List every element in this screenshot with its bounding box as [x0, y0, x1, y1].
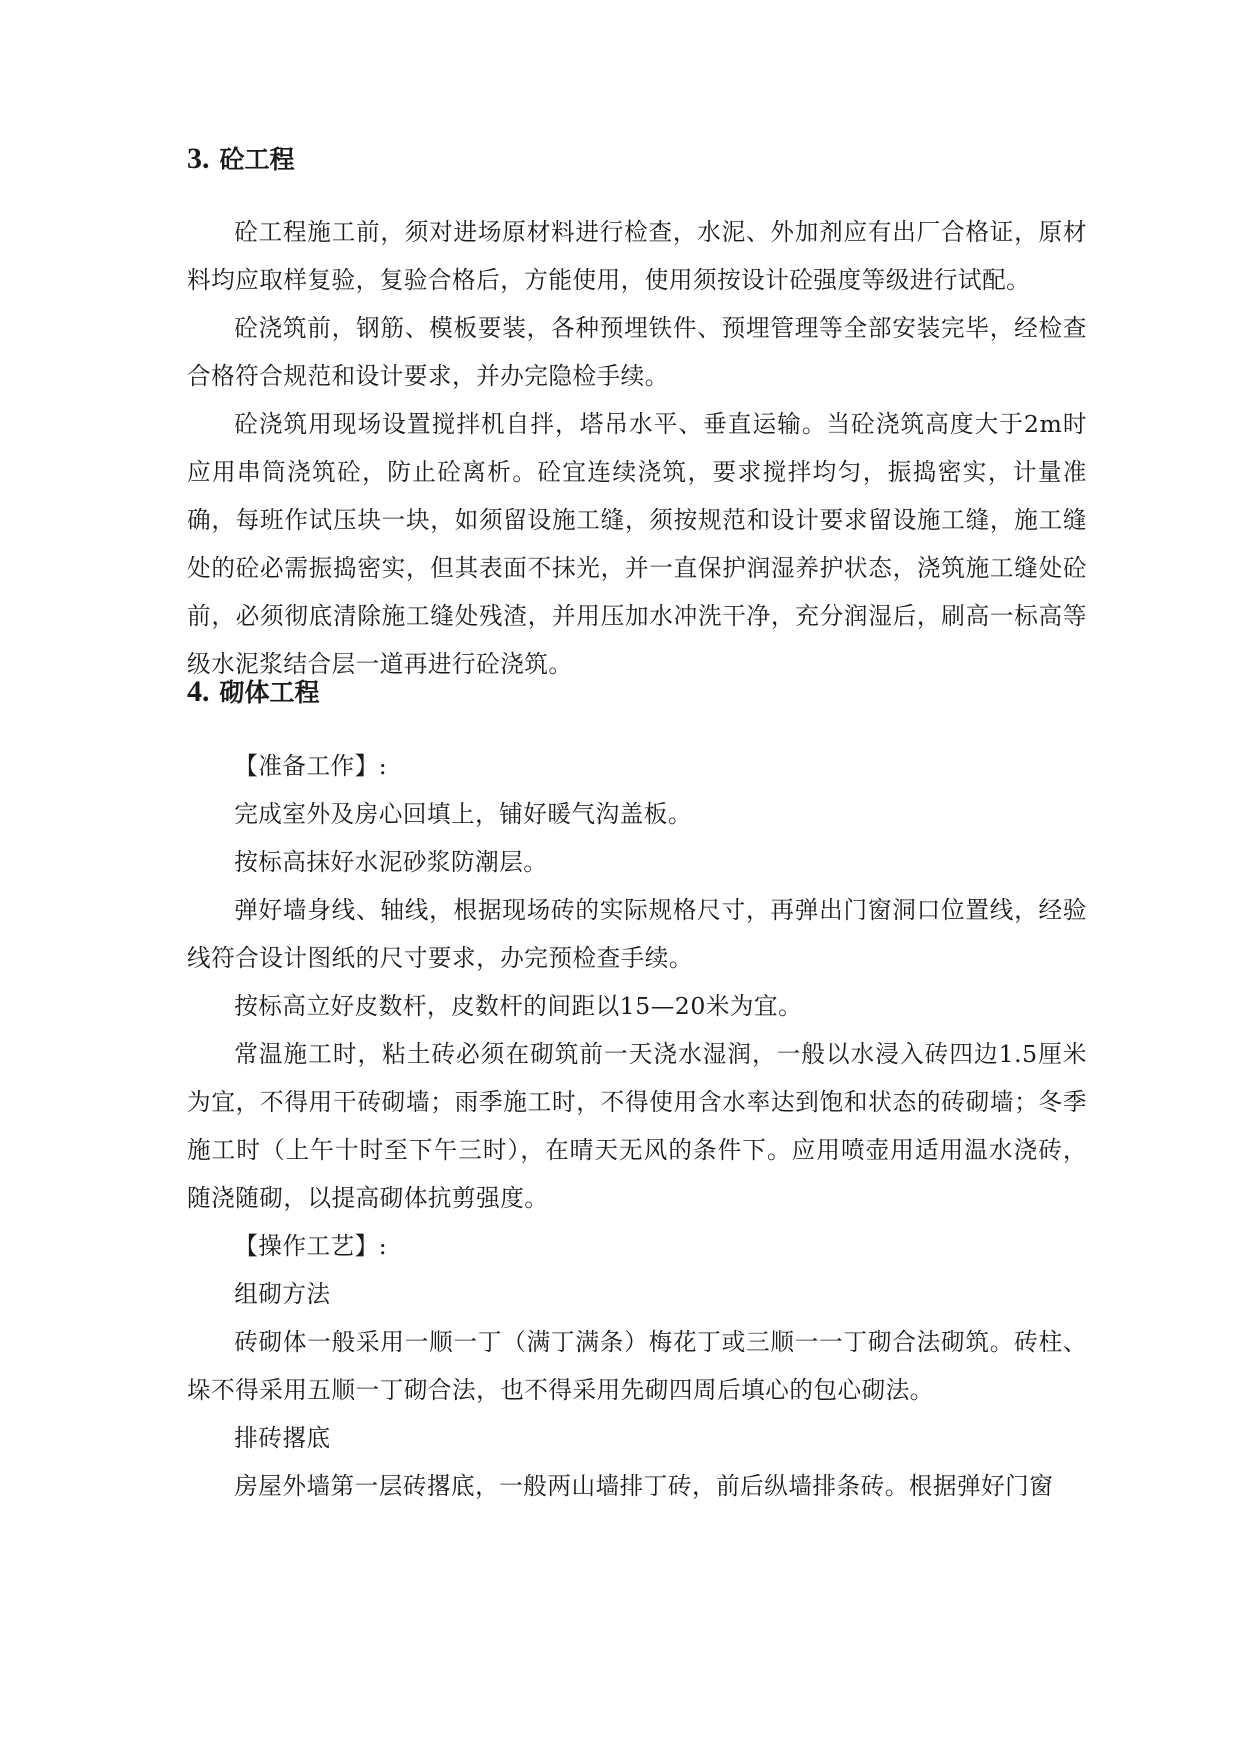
section-3-paragraph: 砼浇筑用现场设置搅拌机自拌，塔吊水平、垂直运输。当砼浇筑高度大于2m时应用串筒浇筑砼，防止砼离析。砼宜连续浇筑，要求搅拌均匀，振捣密实，计量准确，每班作试压块一块，如须留设施工缝，须按规范和设计要求留设施工缝，施工缝处的砼必需振捣密实，但其表面不抹光，并一直保护润湿养护状态，浇筑施工缝处砼前，必须彻底清除施工缝处残渣，并用压加水冲洗干净，充分润湿后，刷高一标高等级水泥浆结合层一道再进行砼浇筑。: [187, 410, 1087, 678]
section-4-paragraph: 【准备工作】:: [234, 752, 388, 780]
section-3-paragraph: 砼工程施工前，须对进场原材料进行检查，水泥、外加剂应有出厂合格证，原材料均应取样复验，复验合格后，方能使用，使用须按设计砼强度等级进行试配。: [187, 218, 1087, 294]
section-4-paragraph: 【操作工艺】:: [234, 1232, 388, 1260]
section-4-title: 砌体工程: [219, 678, 320, 707]
section-4-heading: [187, 673, 1087, 712]
section-4-paragraph: 砖砌体一般采用一顺一丁（满丁满条）梅花丁或三顺一一丁砌合法砌筑。砖柱、垛不得采用五顺一丁砌合法，也不得采用先砌四周后填心的包心砌法。: [187, 1328, 1087, 1404]
section-4-paragraph: 房屋外墙第一层砖撂底，一般两山墙排丁砖，前后纵墙排条砖。根据弹好门窗: [234, 1472, 1054, 1500]
section-4-paragraph: 组砌方法: [234, 1280, 331, 1308]
section-4-paragraph: 按标高抹好水泥砂浆防潮层。: [234, 848, 548, 876]
section-3-number: 3.: [187, 142, 210, 175]
section-4-number: 4.: [187, 675, 210, 708]
section-4-paragraph: 排砖撂底: [234, 1424, 331, 1452]
section-3-body: [187, 208, 1087, 688]
section-3-paragraph: 砼浇筑前，钢筋、模板要装，各种预埋铁件、预埋管理等全部安装完毕，经检查合格符合规范和设计要求，并办完隐检手续。: [187, 314, 1087, 390]
section-4-paragraph: 按标高立好皮数杆，皮数杆的间距以15—20米为宜。: [234, 992, 803, 1020]
section-4-body: [187, 742, 1087, 1510]
section-4-paragraph: 完成室外及房心回填上，铺好暖气沟盖板。: [234, 800, 692, 828]
section-4-paragraph: 弹好墙身线、轴线，根据现场砖的实际规格尺寸，再弹出门窗洞口位置线，经验线符合设计图纸的尺寸要求，办完预检查手续。: [187, 896, 1087, 972]
section-3-heading: [187, 140, 1087, 179]
section-4-paragraph: 常温施工时，粘土砖必须在砌筑前一天浇水湿润，一般以水浸入砖四边1.5厘米为宜，不得用干砖砌墙；雨季施工时，不得使用含水率达到饱和状态的砖砌墙；冬季施工时（上午十时至下午三时），在晴天无风的条件下。应用喷壶用适用温水浇砖，随浇随砌，以提高砌体抗剪强度。: [187, 1040, 1087, 1212]
section-3-title: 砼工程: [219, 145, 295, 174]
